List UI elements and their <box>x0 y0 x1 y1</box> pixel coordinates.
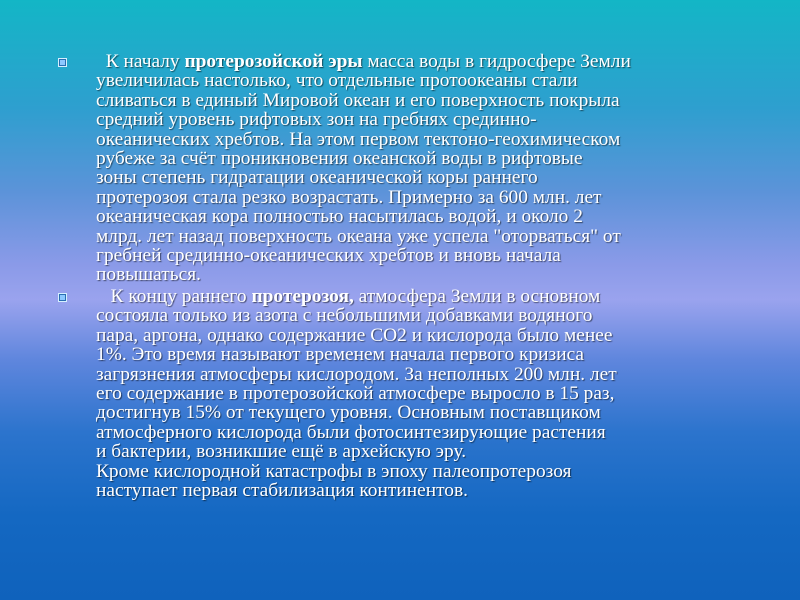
text-line: К началу протерозойской эры масса воды в гидросфере Земли <box>105 51 631 72</box>
slide-content <box>56 52 756 502</box>
bold-term: протерозоя, <box>251 285 354 307</box>
text-line: состояла только из азота с небольшими добавками водяного <box>96 305 593 327</box>
text-line: 1%. Это время называют временем начала первого кризиса <box>96 344 585 366</box>
text-line: Кроме кислородной катастрофы в эпоху палеопротерозоя <box>96 460 572 482</box>
text-line: рубеже за счёт проникновения океанской воды в рифтовые <box>96 148 583 170</box>
text-line: млрд. лет назад поверхность океана уже успела "оторваться" от <box>96 225 621 247</box>
text-line: протерозоя стала резко возрастать. Примерно за 600 млн. лет <box>96 186 602 208</box>
text-line: увеличилась настолько, что отдельные протоокеаны стали <box>96 70 578 92</box>
text-line: наступает первая стабилизация континентов. <box>96 479 469 501</box>
text-line: загрязнения атмосферы кислородом. За неполных 200 млн. лет <box>96 363 617 385</box>
text-line: океаническая кора полностью насытилась водой, и около 2 <box>96 206 583 228</box>
paragraph-2 <box>56 287 756 500</box>
text-line: К концу раннего протерозоя, атмосфера Земли в основном <box>110 285 601 307</box>
paragraph-1 <box>56 52 756 285</box>
text-line: повышаться. <box>96 264 201 286</box>
text-line: океанических хребтов. На этом первом тектоно-геохимическом <box>96 128 621 150</box>
text-line: достигнув 15% от текущего уровня. Основным поставщиком <box>96 402 601 424</box>
text-line: гребней срединно-океанических хребтов и вновь начала <box>96 245 561 267</box>
text-line: атмосферного кислорода были фотосинтезирующие растения <box>96 421 606 443</box>
text-line: и бактерии, возникшие ещё в архейскую эру. <box>96 441 467 463</box>
text-line: средний уровень рифтовых зон на гребнях срединно- <box>96 109 537 131</box>
text-line: его содержание в протерозойской атмосфере выросло в 15 раз, <box>96 382 615 404</box>
text-line: сливаться в единый Мировой океан и его поверхность покрыла <box>96 89 620 111</box>
square-bullet-icon <box>58 58 67 67</box>
bold-term: протерозойской эры <box>184 51 363 72</box>
text-line: пара, аргона, однако содержание СО2 и кислорода было менее <box>96 324 613 346</box>
square-bullet-icon <box>58 293 67 302</box>
text-line: зоны степень гидратации океанической коры раннего <box>96 167 538 189</box>
